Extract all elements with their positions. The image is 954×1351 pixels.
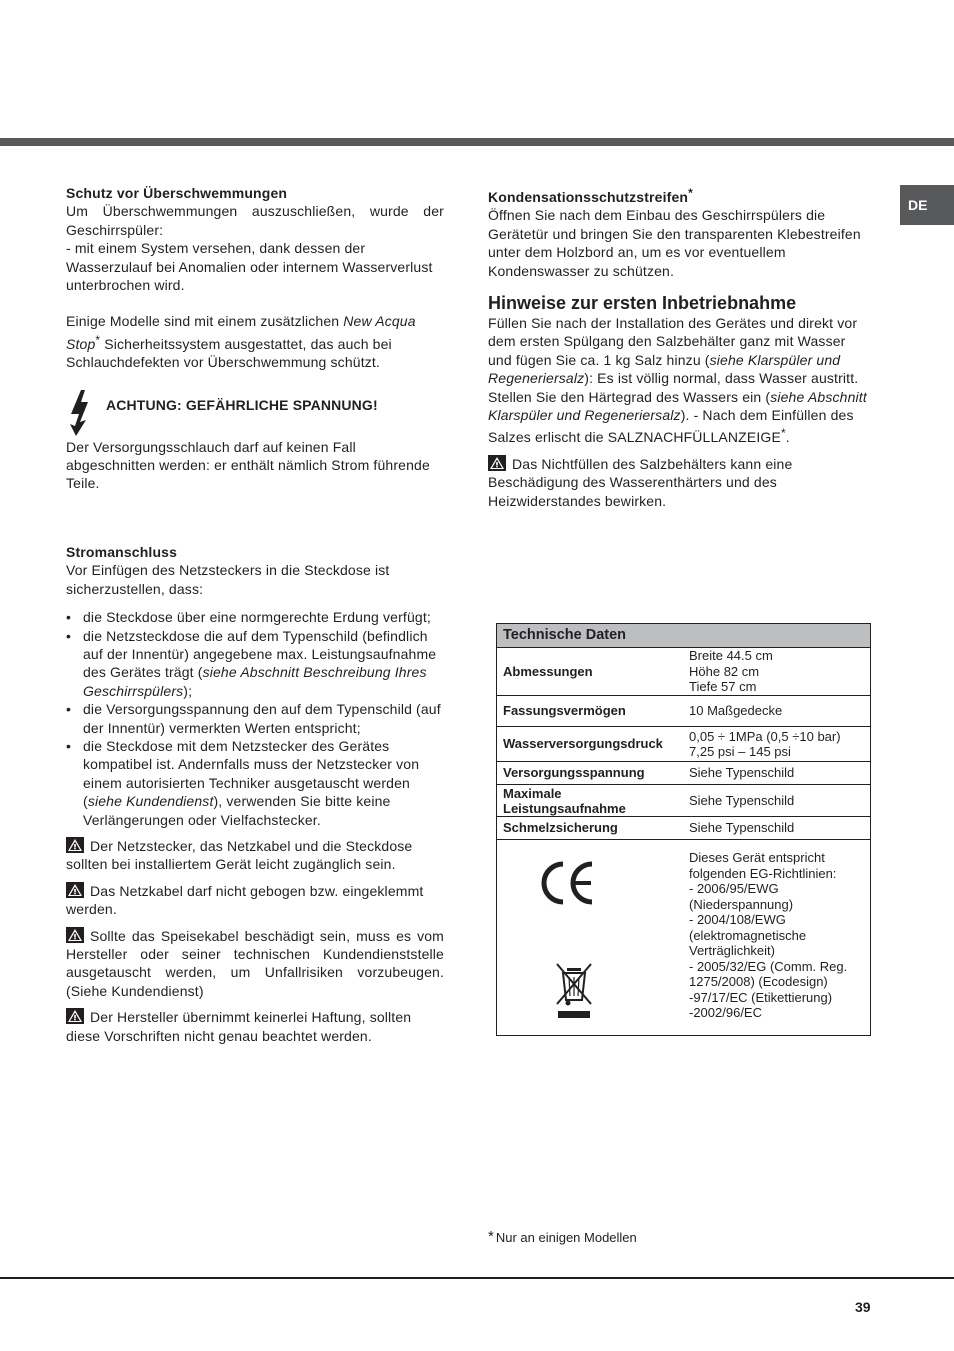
table-row — [497, 817, 870, 840]
danger-title: ACHTUNG: GEFÄHRLICHE SPANNUNG! — [106, 396, 378, 413]
flood-p2: - mit einem System versehen, dank dessen der Wasserzulauf bei Anomalien oder internem Wasserverlust unterbrochen wird. — [66, 240, 433, 294]
tech-value-line: 7,25 psi – 145 psi — [689, 744, 791, 759]
first-use-text — [488, 314, 870, 447]
first-use-warning-text: Das Nichtfüllen des Salzbehälters kann eine Beschädigung des Wasserenthärters und des Heizwiderstandes bewirken. — [488, 455, 793, 509]
bullet4-a: die Steckdose mit dem Netzstecker des Gerätes kompatibel ist. Andernfalls muss der Netzstecker von einem autorisierten Techniker ausgetauscht werden ( — [83, 737, 420, 810]
first-use-t3-star: * — [780, 426, 786, 441]
first-use-t1: Füllen Sie nach der Installation des Gerätes und direkt vor dem ersten Spülgang den Salzbehälter ganz mit Wasser und fügen Sie ca. 1 kg Salz hinzu ( — [488, 315, 858, 368]
tech-key: Abmessungen — [497, 648, 681, 695]
tech-value-line: Siehe Typenschild — [689, 820, 795, 836]
power-bullets — [66, 608, 444, 829]
page-number: 39 — [855, 1299, 871, 1315]
tech-value-line: 0,05 ÷ 1MPa (0,5 ÷10 bar) — [689, 728, 841, 744]
compliance-line: -97/17/EC (Etikettierung) — [689, 989, 833, 1005]
tech-key-line: Maximale — [503, 785, 562, 801]
table-row — [497, 648, 870, 696]
first-use-t3: ). - Nach dem Einfüllen des Salzes erlischt die SALZNACHFÜLLANZEIGE — [488, 407, 854, 446]
condensation-title-star: * — [688, 186, 693, 200]
footnote-text: Nur an einigen Modellen — [495, 1230, 637, 1245]
power-warning-4 — [66, 1008, 444, 1045]
compliance-line: Dieses Gerät entspricht folgenden EG-Richtlinien: — [689, 850, 837, 881]
flood-p1: Um Überschwemmungen auszuschließen, wurde der Geschirrspüler: — [66, 203, 444, 238]
danger-warning — [66, 390, 444, 436]
power-warning-3 — [66, 927, 444, 1001]
tech-value-line: Breite 44.5 cm — [689, 648, 773, 664]
compliance-line: - 2006/95/EWG (Niederspannung) — [689, 881, 794, 912]
tech-value-line: Siehe Typenschild — [689, 792, 795, 808]
flood-p3-b: Sicherheitssystem ausgestattet, das auch bei Schlauchdefekten vor Überschwemmung schützt. — [66, 335, 392, 371]
tech-key — [497, 785, 681, 816]
bullet4-b: ), verwenden Sie bitte keine Verlängerungen oder Vielfachstecker. — [83, 793, 391, 828]
compliance-row — [497, 840, 870, 1035]
right-column — [488, 184, 870, 510]
flood-title: Schutz vor Überschwemmungen — [66, 185, 288, 201]
tech-key: Fassungsvermögen — [497, 696, 681, 726]
warning-triangle-icon — [488, 455, 506, 471]
bullet2-a: die Netzsteckdose die auf dem Typenschild (befindlich auf der Innentür) angegebene max. Leistungsaufnahme des Gerätes trägt ( — [83, 627, 437, 681]
table-row — [497, 762, 870, 785]
footnote — [488, 1228, 637, 1245]
compliance-line: -2002/96/EC — [689, 1005, 762, 1020]
list-item: • die Versorgungsspannung den auf dem Typenschild (auf der Innentür) vermerkten Werten entspricht; — [66, 700, 444, 737]
list-item — [66, 627, 444, 701]
footnote-star: * — [488, 1228, 494, 1245]
power-title: Stromanschluss — [66, 543, 178, 560]
condensation-title — [488, 184, 870, 206]
bottom-rule — [0, 1277, 954, 1279]
tech-value-line: Tiefe 57 cm — [689, 679, 757, 695]
warning-triangle-icon — [66, 837, 84, 853]
table-row — [497, 785, 870, 817]
tech-value — [681, 727, 870, 761]
tech-data-table — [496, 623, 871, 1036]
table-row — [497, 696, 870, 727]
danger-text: Der Versorgungsschlauch darf auf keinen Fall abgeschnitten werden: er enthält nämlich Strom führende Teile. — [66, 438, 430, 492]
condensation-text: Öffnen Sie nach dem Einbau des Geschirrspülers die Gerätetür und bringen Sie den transparenten Klebestreifen unter dem Holzbord an, um es vor eventuellem Kondenswasser zu schützen. — [488, 207, 861, 279]
compliance-line: - 2004/108/EWG (elektromagnetische Verträglichkeit) — [689, 912, 807, 958]
tech-value — [681, 696, 870, 726]
tech-value-line: Höhe 82 cm — [689, 663, 760, 679]
first-use-t2: ): Es ist völlig normal, dass Wasser austritt. Stellen Sie den Härtegrad des Wassers ein ( — [488, 370, 859, 405]
warning-triangle-icon — [66, 927, 84, 943]
tech-value-line: 10 Maßgedecke — [689, 703, 783, 719]
power-warning-1-text: Der Netzstecker, das Netzkabel und die Steckdose sollten bei installiertem Gerät leicht zugänglich sein. — [66, 837, 413, 873]
language-tab: DE — [900, 185, 954, 225]
tech-key: Schmelzsicherung — [497, 817, 681, 839]
first-use-t2-em: siehe Abschnitt Klarspüler und Regeneriersalz — [488, 388, 867, 424]
tech-key-line: Leistungsaufnahme — [503, 800, 626, 816]
warning-triangle-icon — [66, 882, 84, 898]
flood-p3-star: * — [95, 332, 101, 347]
list-item — [66, 737, 444, 829]
tech-value-line: Siehe Typenschild — [689, 765, 795, 781]
power-warning-2 — [66, 882, 444, 919]
flood-p3-a: Einige Modelle sind mit einem zusätzlichen — [66, 313, 344, 330]
flood-p3-em: New Acqua Stop — [66, 313, 416, 352]
warning-triangle-icon — [66, 1008, 84, 1024]
tech-value — [681, 762, 870, 784]
bullet2-em: siehe Abschnitt Beschreibung Ihres Geschirrspülers — [83, 664, 427, 699]
compliance-marks — [497, 840, 681, 1035]
list-item: • die Steckdose über eine normgerechte Erdung verfügt; — [66, 608, 444, 626]
bullet4-em: siehe Kundendienst — [87, 793, 214, 810]
tech-data-title: Technische Daten — [497, 624, 870, 648]
crossed-bin-icon — [555, 962, 593, 1020]
tech-value — [681, 817, 870, 839]
tech-value — [681, 785, 870, 816]
bullet2-b: ); — [183, 682, 193, 699]
power-warning-2-text: Das Netzkabel darf nicht gebogen bzw. eingeklemmt werden. — [66, 882, 424, 918]
compliance-text — [681, 840, 870, 1035]
left-column — [66, 184, 444, 1045]
tech-value — [681, 648, 870, 695]
first-use-title: Hinweise zur ersten Inbetriebnahme — [488, 293, 797, 314]
first-use-t1-em: siehe Klarspüler und Regeneriersalz — [488, 351, 841, 387]
tech-key: Versorgungsspannung — [497, 762, 681, 784]
ce-mark-icon — [539, 860, 595, 906]
power-warning-3-text: Sollte das Speisekabel beschädigt sein, muss es vom Hersteller oder seiner technischen Kundendienststelle ausgetauscht werden, um Unfallrisiken vorzubeugen. (Siehe Kundendienst) — [66, 927, 444, 999]
tech-key: Wasserversorgungsdruck — [497, 727, 681, 761]
power-intro: Vor Einfügen des Netzsteckers in die Steckdose ist sicherzustellen, dass: — [66, 562, 390, 597]
compliance-line: - 2005/32/EG (Comm. Reg. 1275/2008) (Ecodesign) — [689, 958, 848, 989]
top-bar — [0, 138, 954, 146]
table-row — [497, 727, 870, 762]
power-warning-4-text: Der Hersteller übernimmt keinerlei Haftung, sollten diese Vorschriften nicht genau beachtet werden. — [66, 1009, 412, 1044]
first-use-t3-end: . — [785, 429, 790, 446]
first-use-warning — [488, 455, 870, 510]
high-voltage-bolt-icon — [66, 390, 94, 436]
flood-p3 — [66, 312, 444, 371]
condensation-title-text: Kondensationsschutzstreifen — [488, 189, 689, 205]
power-warning-1 — [66, 837, 444, 874]
